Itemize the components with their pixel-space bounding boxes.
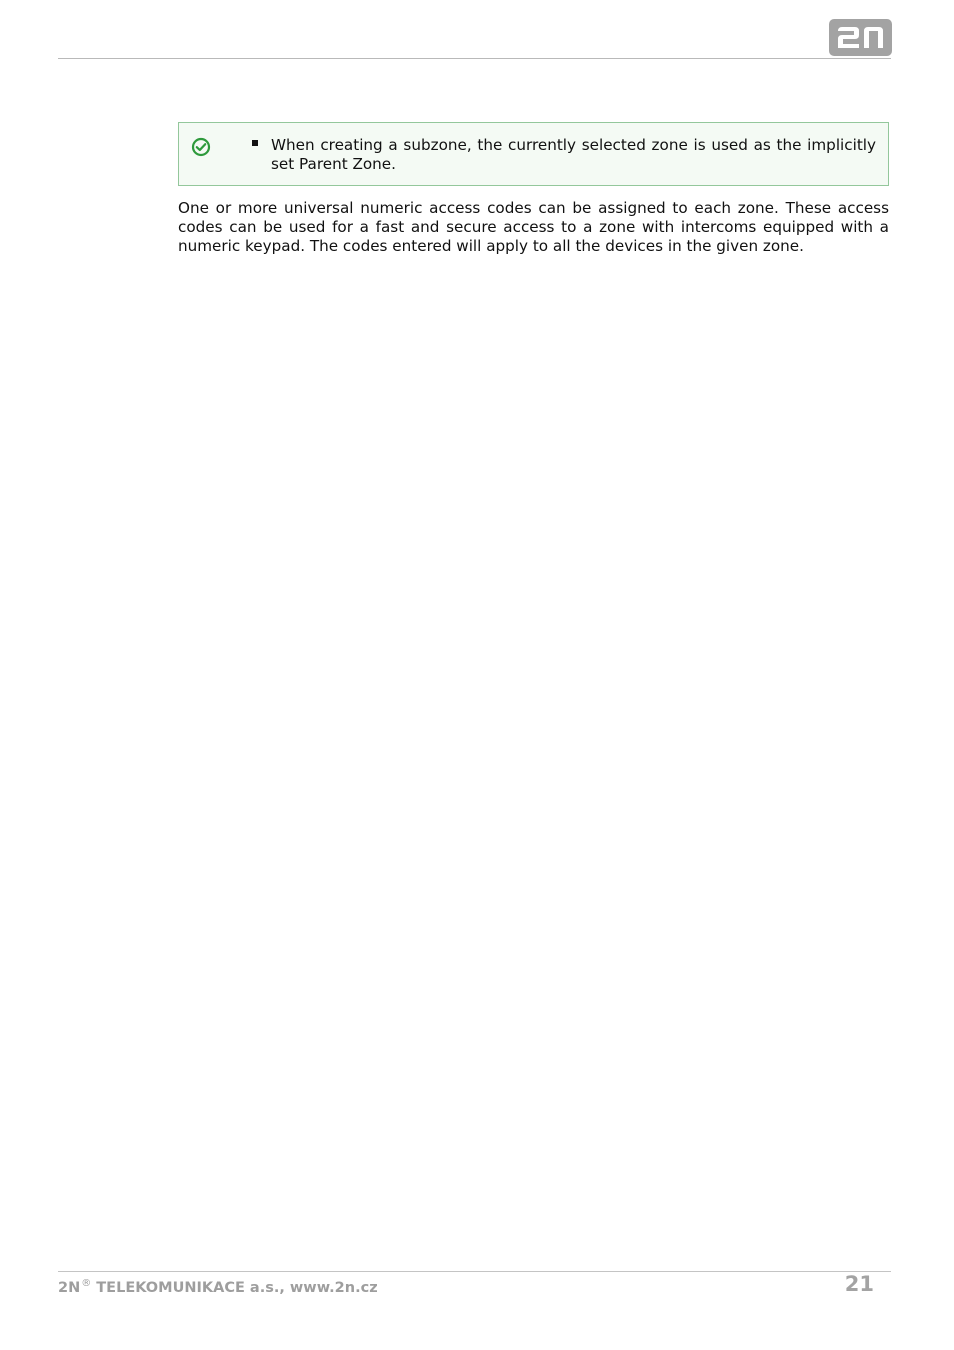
- check-circle-icon: [191, 137, 211, 157]
- body-paragraph: One or more universal numeric access codes can be assigned to each zone. These access codes can be used for a fast and secure access to a zone with intercoms equipped with a numeric keypad. The codes entered will apply to all the devices in the given zone.: [178, 199, 889, 255]
- header-divider: [58, 58, 891, 59]
- footer-brand: 2N: [58, 1280, 81, 1296]
- footer-company: [58, 1278, 378, 1296]
- bullet-marker: [252, 140, 258, 146]
- tip-box: [178, 122, 889, 186]
- footer-company-text: TELEKOMUNIKACE a.s., www.2n.cz: [91, 1280, 378, 1296]
- tip-text: When creating a subzone, the currently selected zone is used as the implicitly set Parent Zone.: [271, 136, 876, 173]
- page-number: 21: [844, 1272, 874, 1296]
- footer-divider: [58, 1271, 891, 1272]
- registered-mark: ®: [81, 1278, 92, 1289]
- brand-logo: [829, 19, 892, 56]
